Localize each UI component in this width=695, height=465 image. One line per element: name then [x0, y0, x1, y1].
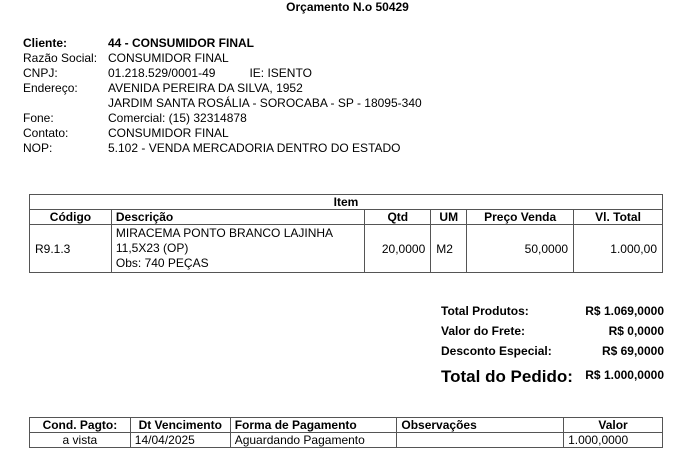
payment-cond: a vista [30, 433, 131, 448]
endereco-line2-row [23, 96, 422, 111]
payment-forma: Aguardando Pagamento [230, 433, 397, 448]
nop-label: NOP: [23, 141, 53, 155]
total-pedido-label: Total do Pedido: [441, 367, 573, 386]
item-total: 1.000,00 [574, 225, 663, 273]
item-desc-obs: Obs: 740 PEÇAS [115, 256, 209, 270]
razao-social-row [23, 51, 422, 66]
items-caption: Item [30, 195, 663, 210]
desconto-value: R$ 69,0000 [601, 344, 664, 358]
payment-obs [397, 433, 564, 448]
payment-valor: 1.000,0000 [564, 433, 663, 448]
client-row [23, 36, 422, 51]
item-descricao [111, 225, 364, 273]
nop-row [23, 141, 422, 156]
cnpj-value: 01.218.529/0001-49 [108, 66, 216, 80]
client-value: 44 - CONSUMIDOR FINAL [108, 36, 255, 50]
document-title: Orçamento N.o 50429 [286, 0, 409, 14]
header-dt-vencimento: Dt Vencimento [130, 418, 230, 433]
item-preco: 50,0000 [467, 225, 574, 273]
total-produtos-label: Total Produtos: [441, 304, 529, 318]
payment-table [29, 417, 663, 448]
header-descricao: Descrição [111, 210, 364, 225]
header-codigo: Código [30, 210, 112, 225]
cnpj-row [23, 66, 422, 81]
razao-social-value: CONSUMIDOR FINAL [108, 51, 229, 65]
nop-value: 5.102 - VENDA MERCADORIA DENTRO DO ESTADO [108, 141, 401, 155]
contato-value: CONSUMIDOR FINAL [108, 126, 229, 140]
client-label: Cliente: [23, 36, 68, 50]
item-desc-line2: 11,5X23 (OP) [115, 241, 189, 255]
header-preco-venda: Preço Venda [467, 210, 574, 225]
header-valor: Valor [564, 418, 663, 433]
fone-value: Comercial: (15) 32314878 [108, 111, 247, 125]
item-codigo: R9.1.3 [30, 225, 112, 273]
item-um: M2 [431, 225, 467, 273]
client-info [23, 36, 422, 156]
table-row [30, 225, 663, 273]
header-qtd: Qtd [365, 210, 431, 225]
items-table [29, 194, 663, 273]
ie-value: IE: ISENTO [249, 66, 312, 80]
contato-label: Contato: [23, 126, 69, 140]
endereco-line2-value: JARDIM SANTA ROSÁLIA - SOROCABA - SP - 18095-340 [108, 96, 422, 110]
endereco-value: AVENIDA PEREIRA DA SILVA, 1952 [108, 81, 303, 95]
endereco-row [23, 81, 422, 96]
fone-row [23, 111, 422, 126]
payment-header-row [30, 418, 663, 433]
total-pedido-value: R$ 1.000,0000 [585, 368, 664, 382]
desconto-label: Desconto Especial: [441, 344, 552, 358]
header-observacoes: Observações [397, 418, 564, 433]
contato-row [23, 126, 422, 141]
fone-label: Fone: [23, 111, 54, 125]
header-vl-total: Vl. Total [574, 210, 663, 225]
header-um: UM [431, 210, 467, 225]
valor-frete-label: Valor do Frete: [441, 324, 526, 338]
header-cond-pagto: Cond. Pagto: [30, 418, 131, 433]
item-qtd: 20,0000 [365, 225, 431, 273]
table-row [30, 433, 663, 448]
header-forma-pagamento: Forma de Pagamento [230, 418, 397, 433]
payment-vencimento: 14/04/2025 [130, 433, 230, 448]
cnpj-label: CNPJ: [23, 66, 58, 80]
total-produtos-value: R$ 1.069,0000 [585, 304, 664, 318]
endereco-label: Endereço: [23, 81, 78, 95]
item-desc-line1: MIRACEMA PONTO BRANCO LAJINHA [115, 226, 334, 240]
razao-social-label: Razão Social: [23, 51, 98, 65]
valor-frete-value: R$ 0,0000 [608, 324, 664, 338]
items-header-row [30, 210, 663, 225]
